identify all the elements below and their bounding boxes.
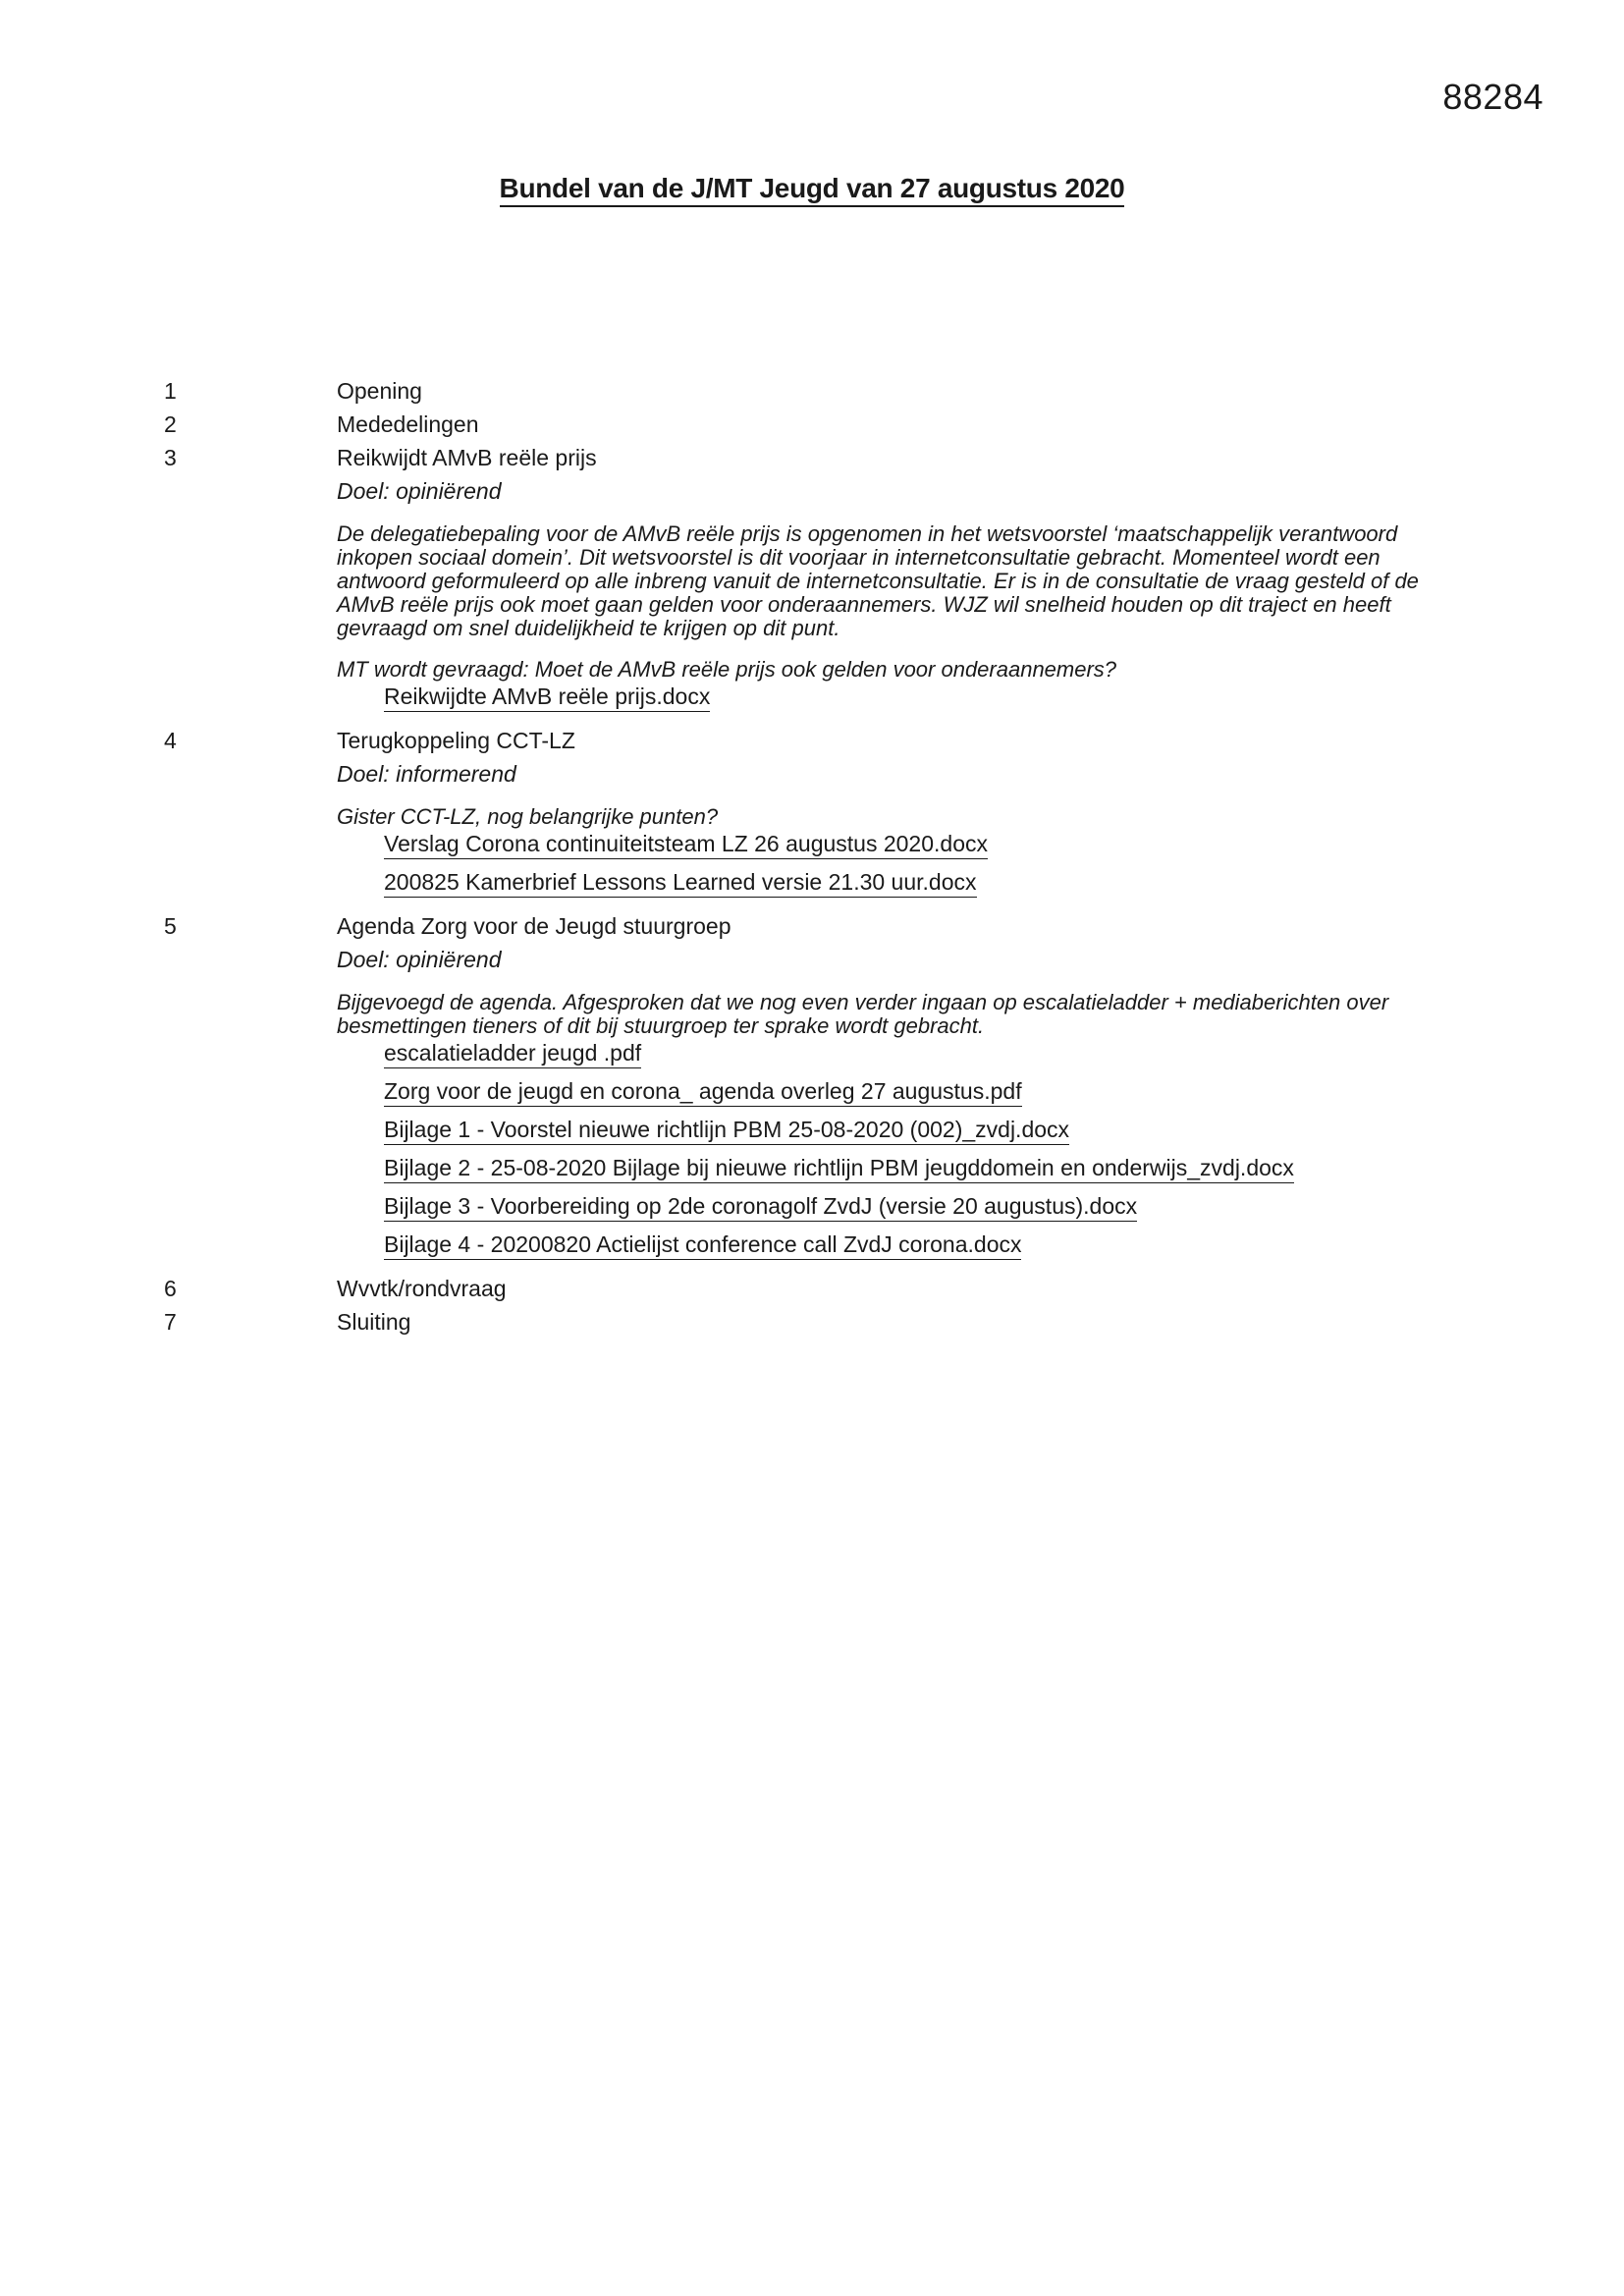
attachment-link[interactable]: Reikwijdte AMvB reële prijs.docx	[384, 682, 710, 712]
agenda-item-body	[337, 408, 1456, 441]
document-number: 88284	[1442, 77, 1543, 117]
attachment-link[interactable]: Verslag Corona continuiteitsteam LZ 26 augustus 2020.docx	[384, 829, 988, 859]
agenda-item-title: Reikwijdt AMvB reële prijs	[337, 445, 597, 470]
attachment-list	[384, 682, 1456, 720]
agenda-item-description	[337, 991, 1456, 1038]
agenda-item-body	[337, 724, 1456, 905]
attachment-link[interactable]: Bijlage 3 - Voorbereiding op 2de coronagolf ZvdJ (versie 20 augustus).docx	[384, 1191, 1137, 1222]
attachment-link[interactable]: Bijlage 2 - 25-08-2020 Bijlage bij nieuwe richtlijn PBM jeugddomein en onderwijs_zvdj.docx	[384, 1153, 1294, 1183]
agenda-item-number: 2	[164, 411, 177, 437]
agenda-item-4	[0, 724, 1624, 905]
agenda-item-2	[0, 408, 1624, 441]
agenda-item-goal: Doel: informerend	[337, 761, 516, 787]
agenda-item-6	[0, 1272, 1624, 1305]
agenda-item-description	[337, 522, 1456, 682]
attachment-link[interactable]: 200825 Kamerbrief Lessons Learned versie 21.30 uur.docx	[384, 867, 977, 898]
agenda-item-7	[0, 1305, 1624, 1339]
page-title-text: Bundel van de J/MT Jeugd van 27 augustus 2020	[500, 173, 1125, 207]
description-question: MT wordt gevraagd: Moet de AMvB reële prijs ook gelden voor onderaannemers?	[337, 657, 1117, 682]
agenda-item-number: 3	[164, 445, 177, 470]
agenda-item-title: Terugkoppeling CCT-LZ	[337, 728, 575, 753]
agenda-item-3	[0, 441, 1624, 720]
agenda-item-number: 7	[164, 1309, 177, 1335]
agenda-item-number: 6	[164, 1276, 177, 1301]
description-paragraph: De delegatiebepaling voor de AMvB reële prijs is opgenomen in het wetsvoorstel ‘maatschappelijk verantwoord inkopen sociaal domein’. Dit wetsvoorstel is dit voorjaar in internetconsultatie gebracht. Momenteel wordt een antwoord geformuleerd op alle inbreng vanuit de internetconsultatie. Er is in de consultatie de vraag gesteld of de AMvB reële prijs ook moet gaan gelden voor onderaannemers. WJZ wil snelheid houden op dit traject en heeft gevraagd om snel duidelijkheid te krijgen op dit punt.	[337, 521, 1419, 640]
agenda-item-goal: Doel: opiniërend	[337, 478, 502, 504]
agenda-item-number: 4	[164, 728, 177, 753]
agenda-item-body	[337, 374, 1456, 408]
agenda-item-body	[337, 441, 1456, 720]
agenda-item-title: Opening	[337, 378, 422, 404]
agenda-item-title: Wvvtk/rondvraag	[337, 1276, 507, 1301]
agenda-item-title: Agenda Zorg voor de Jeugd stuurgroep	[337, 913, 731, 939]
agenda-item-1	[0, 374, 1624, 408]
attachment-link[interactable]: escalatieladder jeugd .pdf	[384, 1038, 641, 1068]
agenda-list	[0, 374, 1624, 1339]
attachment-link[interactable]: Bijlage 4 - 20200820 Actielijst conference call ZvdJ corona.docx	[384, 1230, 1021, 1260]
description-paragraph: Bijgevoegd de agenda. Afgesproken dat we nog even verder ingaan op escalatieladder + mediaberichten over besmettingen tieners of dit bij stuurgroep ter sprake wordt gebracht.	[337, 990, 1389, 1038]
agenda-item-body	[337, 1272, 1456, 1305]
agenda-item-body	[337, 909, 1456, 1268]
agenda-item-number: 5	[164, 913, 177, 939]
agenda-item-body	[337, 1305, 1456, 1339]
agenda-item-title: Sluiting	[337, 1309, 411, 1335]
agenda-item-goal: Doel: opiniërend	[337, 947, 502, 972]
attachment-link[interactable]: Bijlage 1 - Voorstel nieuwe richtlijn PBM 25-08-2020 (002)_zvdj.docx	[384, 1115, 1069, 1145]
description-paragraph: Gister CCT-LZ, nog belangrijke punten?	[337, 804, 719, 829]
agenda-item-title: Mededelingen	[337, 411, 479, 437]
attachment-link[interactable]: Zorg voor de jeugd en corona_ agenda overleg 27 augustus.pdf	[384, 1076, 1022, 1107]
agenda-item-5	[0, 909, 1624, 1268]
agenda-item-number: 1	[164, 378, 177, 404]
agenda-item-description	[337, 805, 1456, 829]
attachment-list	[384, 1038, 1456, 1268]
page-title	[0, 173, 1624, 204]
attachment-list	[384, 829, 1456, 905]
